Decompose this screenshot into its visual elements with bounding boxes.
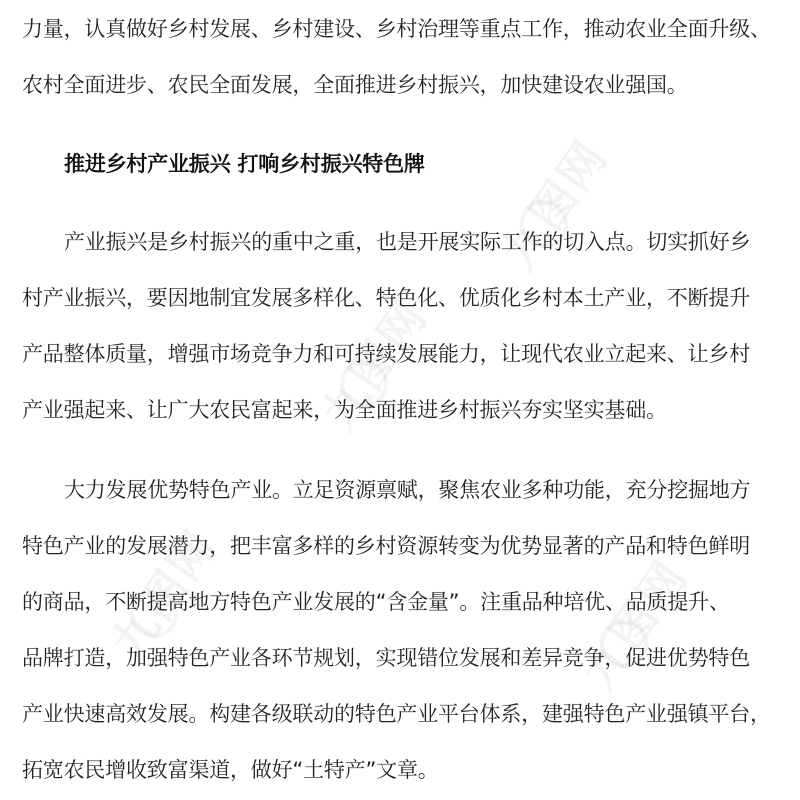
body-text-line: 的商品，不断提高地方特色产业发展的“含金量”。注重品种培优、品质提升、	[22, 590, 730, 614]
body-text-line: 大力发展优势特色产业。立足资源禀赋，聚焦农业多种功能，充分挖掘地方	[64, 478, 751, 502]
watermark: 九图网	[491, 130, 618, 280]
body-text-line: 村产业振兴，要因地制宜发展多样化、特色化、优质化乡村本土产业，不断提升	[22, 286, 750, 310]
body-text-line: 力量，认真做好乡村发展、乡村建设、乡村治理等重点工作，推动农业全面升级、	[22, 17, 771, 41]
body-text-line: 产业振兴是乡村振兴的重中之重，也是开展实际工作的切入点。切实抓好乡	[64, 230, 751, 254]
body-text-line: 产业快速高效发展。构建各级联动的特色产业平台体系，建强特色产业强镇平台，	[22, 702, 771, 726]
body-text-line: 农村全面进步、农民全面发展，全面推进乡村振兴，加快建设农业强国。	[22, 73, 688, 97]
body-text-line: 产品整体质量，增强市场竞争力和可持续发展能力，让现代农业立起来、让乡村	[22, 342, 750, 366]
section-heading: 推进乡村产业振兴 打响乡村振兴特色牌	[64, 152, 425, 176]
watermark: 九图网	[101, 520, 228, 670]
body-text-line: 特色产业的发展潜力，把丰富多样的乡村资源转变为优势显著的产品和特色鲜明	[22, 534, 750, 558]
watermark: 九图网	[311, 290, 438, 440]
body-text-line: 品牌打造，加强特色产业各环节规划，实现错位发展和差异竞争，促进优势特色	[22, 646, 750, 670]
body-text-line: 产业强起来、让广大农民富起来，为全面推进乡村振兴夯实坚实基础。	[22, 398, 667, 422]
watermark: 九图网	[571, 550, 698, 700]
body-text-line: 拓宽农民增收致富渠道，做好“土特产”文章。	[22, 758, 439, 782]
